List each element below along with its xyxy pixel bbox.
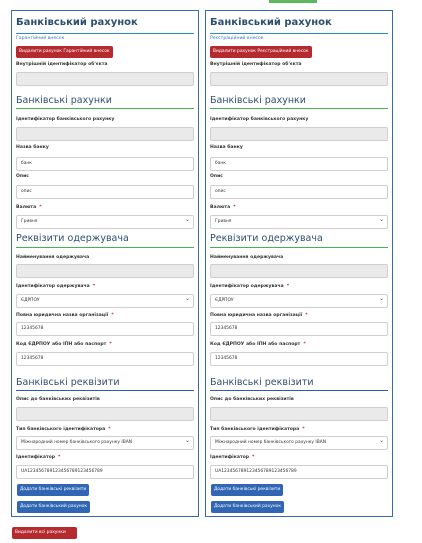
recipient-name-label: Найменування одержувача [210,255,284,260]
code-label: Код ЄДРПОУ або ІПН або паспорт * [210,342,306,347]
bank-details-desc-field[interactable] [16,407,194,421]
bank-details-heading: Банківські реквізити [16,377,120,388]
bank-name-field[interactable]: банк [16,157,194,171]
recipient-id-label: Ідентифікатор одержувача * [16,284,96,289]
bank-account-id-field[interactable] [16,127,194,141]
bank-name-field[interactable]: банк [210,157,388,171]
bank-details-heading: Банківські реквізити [210,377,314,388]
add-bank-account-button[interactable]: Додати банківський рахунок [211,501,284,513]
bank-name-label: Назва банку [210,145,243,150]
legal-name-field[interactable]: 12345678 [210,322,388,336]
identifier-field[interactable]: UA123456789123456789123456789 [16,465,194,479]
section-divider [16,247,194,248]
panel-subtitle: Гарантійний внесок [16,36,65,41]
legal-name-label: Повна юридична назва організації * [210,313,308,318]
currency-select[interactable]: Гривня ⌄ [210,215,388,229]
bank-name-label: Назва банку [16,145,49,150]
add-bank-details-button[interactable]: Додати банківські реквізити [211,484,283,496]
bank-accounts-heading: Банківські рахунки [16,95,112,106]
legal-name-field[interactable]: 12345678 [16,322,194,336]
top-accent-bar [269,0,317,3]
bank-account-panel-guarantee [11,10,199,517]
bank-id-type-select[interactable]: Міжнародний номер банківського рахунку IBAN ⌄ [210,436,388,450]
recipient-id-label: Ідентифікатор одержувача * [210,284,290,289]
description-label: Опис [16,174,30,179]
bank-id-type-label: Тип банківського ідентифікатора * [16,427,111,432]
internal-id-label: Внутрішній ідентифікатор об'єкта [16,62,108,67]
description-label: Опис [210,174,224,179]
section-divider [210,390,388,391]
add-bank-account-button[interactable]: Додати банківський рахунок [17,501,90,513]
bank-details-desc-field[interactable] [210,407,388,421]
delete-all-accounts-button[interactable]: Видалити всі рахунки [12,527,77,539]
code-field[interactable]: 12345678 [16,352,194,366]
delete-account-button[interactable]: Видалити рахунок Гарантійний внесок [16,46,113,58]
currency-label: Валюта * [210,205,236,210]
title-divider [16,33,194,34]
recipient-heading: Реквізити одержувача [16,233,129,244]
description-field[interactable]: опис [210,185,388,199]
bank-account-id-field[interactable] [210,127,388,141]
recipient-heading: Реквізити одержувача [210,233,323,244]
code-label: Код ЄДРПОУ або ІПН або паспорт * [16,342,112,347]
section-divider [210,247,388,248]
bank-account-id-label: Ідентифікатор банківського рахунку [210,117,309,122]
bank-details-desc-label: Опис до банківських реквізитів [16,397,100,402]
legal-name-label: Повна юридична назва організації * [16,313,114,318]
recipient-id-select[interactable]: ЄДРПОУ ⌄ [16,294,194,308]
identifier-label: Ідентифікатор * [210,455,255,460]
recipient-id-select[interactable]: ЄДРПОУ ⌄ [210,294,388,308]
internal-id-field[interactable] [16,72,194,86]
section-divider [16,108,194,109]
recipient-name-field[interactable] [16,264,194,278]
currency-label: Валюта * [16,205,42,210]
panel-subtitle: Реєстраційний внесок [210,36,264,41]
identifier-field[interactable]: UA123456789123456789123456789 [210,465,388,479]
recipient-name-label: Найменування одержувача [16,255,90,260]
panel-title: Банківський рахунок [210,17,332,28]
description-field[interactable]: опис [16,185,194,199]
recipient-name-field[interactable] [210,264,388,278]
bank-account-panel-registration [205,10,393,517]
bank-id-type-select[interactable]: Міжнародний номер банківського рахунку IBAN ⌄ [16,436,194,450]
bank-accounts-heading: Банківські рахунки [210,95,306,106]
bank-account-id-label: Ідентифікатор банківського рахунку [16,117,115,122]
title-divider [210,33,388,34]
bank-details-desc-label: Опис до банківських реквізитів [210,397,294,402]
code-field[interactable]: 12345678 [210,352,388,366]
internal-id-label: Внутрішній ідентифікатор об'єкта [210,62,302,67]
bank-id-type-label: Тип банківського ідентифікатора * [210,427,305,432]
identifier-label: Ідентифікатор * [16,455,61,460]
currency-select[interactable]: Гривня ⌄ [16,215,194,229]
add-bank-details-button[interactable]: Додати банківські реквізити [17,484,89,496]
internal-id-field[interactable] [210,72,388,86]
section-divider [16,390,194,391]
section-divider [210,108,388,109]
panel-title: Банківський рахунок [16,17,138,28]
delete-account-button[interactable]: Видалити рахунок Реєстраційний внесок [210,46,312,58]
